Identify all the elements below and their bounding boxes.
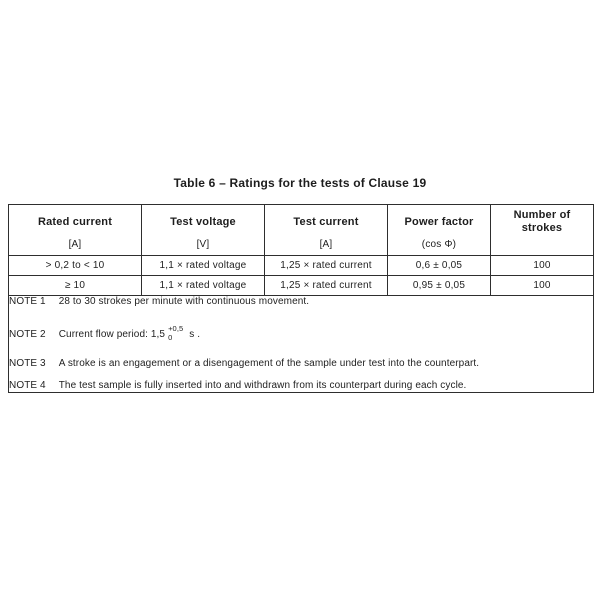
note-text: A stroke is an engagement or a disengagement of the sample under test into the counterpart. <box>58 358 480 369</box>
note-4 <box>9 380 593 392</box>
note-text: Current flow period: 1,5 <box>58 329 166 341</box>
note-text: The test sample is fully inserted into and withdrawn from its counterpart during each cycle. <box>58 380 467 391</box>
column-header-number-of-strokes <box>491 205 594 256</box>
column-label: Rated current <box>37 215 113 228</box>
column-header-rated-current <box>9 205 142 256</box>
column-label: Test voltage <box>170 215 236 228</box>
column-unit <box>491 239 593 255</box>
column-header-test-voltage <box>142 205 265 256</box>
tolerance-upper: +0,5 <box>168 324 184 333</box>
cell-rated-current: > 0,2 to < 10 <box>9 256 142 276</box>
column-unit: (cos Φ) <box>421 239 457 250</box>
header-row <box>9 205 594 256</box>
note-1 <box>9 296 593 308</box>
tolerance-lower: 0 <box>168 332 173 342</box>
cell-strokes: 100 <box>491 276 594 296</box>
tolerance-stack <box>168 325 183 342</box>
table-caption: Table 6 – Ratings for the tests of Clause 19 <box>173 176 427 190</box>
note-3 <box>9 358 593 370</box>
ratings-table <box>8 204 594 393</box>
note-text: 28 to 30 strokes per minute with continuous movement. <box>58 296 310 307</box>
table-row <box>9 256 594 276</box>
column-label: Power factor <box>404 215 474 228</box>
note-2 <box>9 326 593 343</box>
notes-row <box>9 296 594 393</box>
cell-power-factor: 0,6 ± 0,05 <box>388 256 491 276</box>
cell-power-factor: 0,95 ± 0,05 <box>388 276 491 296</box>
table-row <box>9 276 594 296</box>
cell-strokes: 100 <box>491 256 594 276</box>
column-label: Test current <box>293 215 359 228</box>
note-label: NOTE 2 <box>9 329 46 341</box>
cell-test-voltage: 1,1 × rated voltage <box>142 276 265 296</box>
cell-test-current: 1,25 × rated current <box>265 256 388 276</box>
note-label: NOTE 3 <box>9 358 46 369</box>
cell-test-current: 1,25 × rated current <box>265 276 388 296</box>
cell-test-voltage: 1,1 × rated voltage <box>142 256 265 276</box>
column-label: Number of strokes <box>513 209 571 234</box>
note-text: s . <box>189 329 201 341</box>
column-unit: [A] <box>319 239 333 250</box>
note-label: NOTE 1 <box>9 296 46 307</box>
note-label: NOTE 4 <box>9 380 46 391</box>
cell-rated-current: ≥ 10 <box>9 276 142 296</box>
column-unit: [V] <box>196 239 210 250</box>
column-unit: [A] <box>68 239 82 250</box>
column-header-power-factor <box>388 205 491 256</box>
notes-cell <box>9 296 594 393</box>
column-header-test-current <box>265 205 388 256</box>
